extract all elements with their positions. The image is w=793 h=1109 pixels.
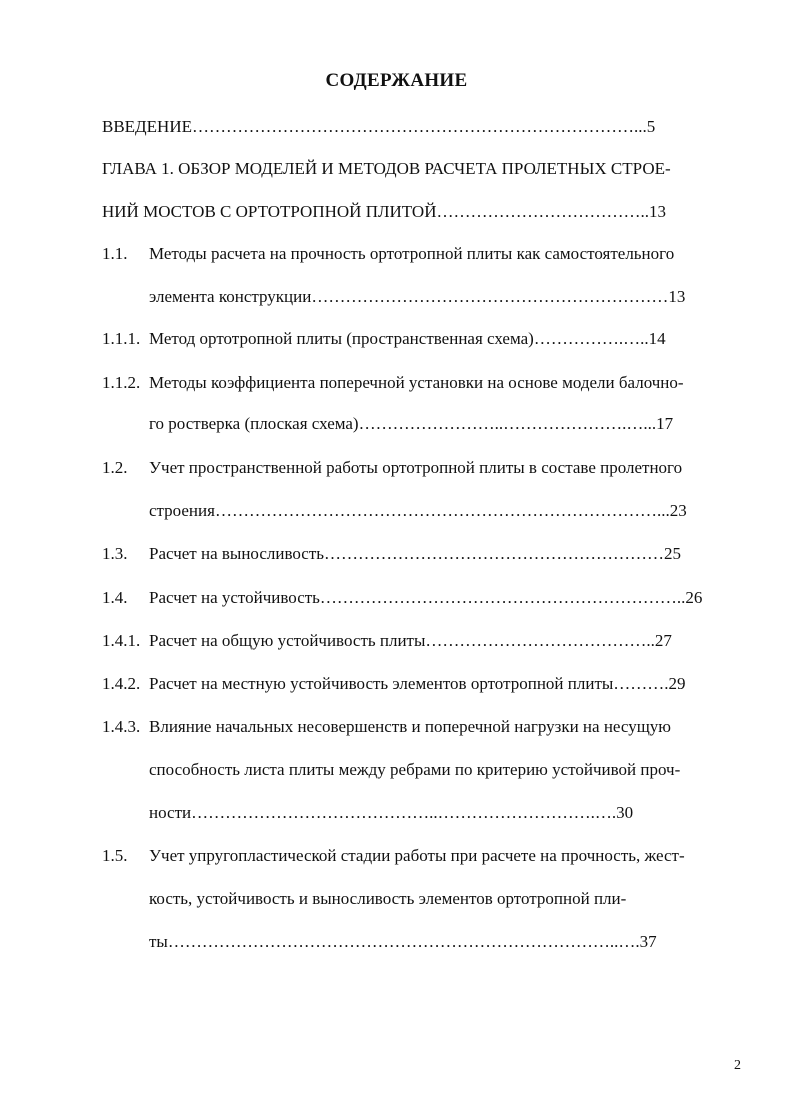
toc-entry-1-1-2-number: 1.1.2. (102, 373, 141, 392)
toc-entry-1-2-cont: строения……………………………………………………………………...23 (149, 501, 687, 520)
toc-entry-1-4-3: Влияние начальных несовершенств и поперечной нагрузки на несущую (149, 717, 672, 736)
toc-entry-1-1-2: Методы коэффициента поперечной установки на основе модели балочно- (149, 373, 684, 392)
toc-entry-1-5: Учет упругопластической стадии работы при расчете на прочность, жест- (149, 846, 685, 865)
toc-entry-1-4-2-number: 1.4.2. (102, 674, 141, 693)
toc-entry-1-5-cont: кость, устойчивость и выносливость элементов ортотропной пли- (149, 889, 627, 908)
toc-entry-1-4-3-cont: способность листа плиты между ребрами по критерию устойчивой проч- (149, 760, 681, 779)
toc-entry-1-2: Учет пространственной работы ортотропной плиты в составе пролетного (149, 458, 683, 477)
toc-entry-1-4-3-cont2: ности……………………………………..……………………….….30 (149, 803, 634, 822)
toc-entry-1-1-number: 1.1. (102, 244, 128, 263)
toc-entry-1-3: Расчет на выносливость……………………………………………………25 (149, 544, 682, 563)
toc-entry-1-4-2: Расчет на местную устойчивость элементов ортотропной плиты……….29 (149, 674, 686, 693)
toc-entry-1-1-cont: элемента конструкции………………………………………………………13 (149, 287, 686, 306)
toc-entry-1-3-number: 1.3. (102, 544, 128, 563)
toc-entry-1-4-1: Расчет на общую устойчивость плиты…………………………………..27 (149, 631, 672, 650)
toc-entry-1-4-3-number: 1.4.3. (102, 717, 141, 736)
toc-entry-chapter-1: ГЛАВА 1. ОБЗОР МОДЕЛЕЙ И МЕТОДОВ РАСЧЕТА ПРОЛЕТНЫХ СТРОЕ- (102, 159, 671, 178)
toc-entry-1-5-cont2: ты……………………………………………………………………..….37 (149, 932, 657, 951)
toc-entry-1-2-number: 1.2. (102, 458, 128, 477)
toc-entry-1-4-1-number: 1.4.1. (102, 631, 141, 650)
toc-entry-1-1: Методы расчета на прочность ортотропной плиты как самостоятельного (149, 244, 675, 263)
toc-entry-chapter-1-cont: НИЙ МОСТОВ С ОРТОТРОПНОЙ ПЛИТОЙ………………………………..13 (102, 202, 666, 221)
toc-entry-1-4: Расчет на устойчивость………………………………………………………..26 (149, 588, 703, 607)
toc-entry-1-1-1-number: 1.1.1. (102, 329, 141, 348)
toc-entry-introduction: ВВЕДЕНИЕ……………………………………………………………………...5 (102, 117, 656, 136)
toc-entry-1-1-1: Метод ортотропной плиты (пространственная схема)…………….…..14 (149, 329, 666, 348)
toc-entry-1-1-2-cont: го ростверка (плоская схема)……………………..………………….…...17 (149, 414, 674, 433)
toc-title: СОДЕРЖАНИЕ (325, 70, 468, 91)
page-number: 2 (734, 1058, 741, 1073)
toc-entry-1-4-number: 1.4. (102, 588, 128, 607)
toc-entry-1-5-number: 1.5. (102, 846, 128, 865)
